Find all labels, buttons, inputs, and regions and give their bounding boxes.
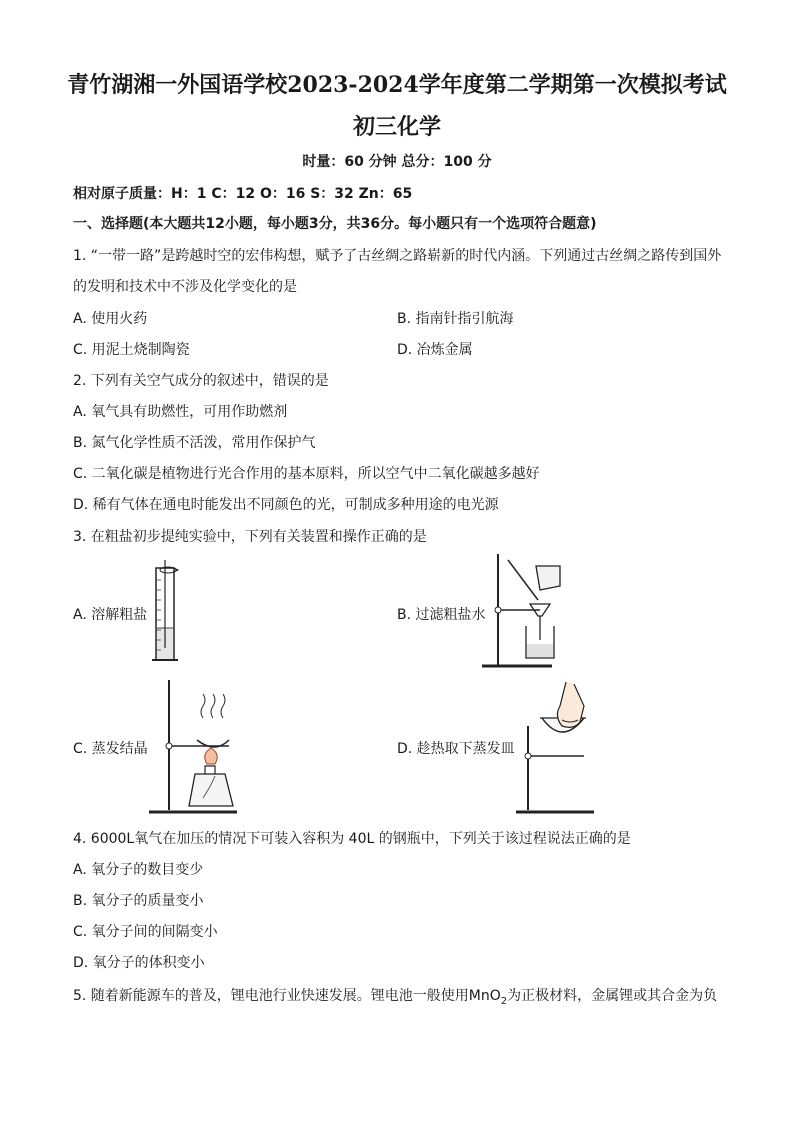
q3-stem: 3. 在粗盐初步提纯实验中，下列有关装置和操作正确的是 xyxy=(73,529,427,545)
atomic-masses: 相对原子质量：H：1 C：12 O：16 S：32 Zn：65 xyxy=(73,186,413,202)
q2-stem: 2. 下列有关空气成分的叙述中，错误的是 xyxy=(73,373,329,389)
q3-option-c: C. 蒸发结晶 xyxy=(73,741,148,757)
exam-title: 青竹湖湘一外国语学校2023-2024学年度第二学期第一次模拟考试 xyxy=(67,72,727,98)
figure-c-evaporation xyxy=(145,676,247,818)
section-heading: 一、选择题(本大题共12小题，每小题3分，共36分。每小题只有一个选项符合题意) xyxy=(73,216,597,232)
q4-option-b: B. 氧分子的质量变小 xyxy=(73,893,204,909)
q5-stem-subscript: 2 xyxy=(500,995,508,1007)
q3-option-d: D. 趁热取下蒸发皿 xyxy=(397,741,515,757)
figure-b-filtration xyxy=(478,552,570,670)
q2-option-b: B. 氮气化学性质不活泼，常用作保护气 xyxy=(73,435,316,451)
q1-option-a: A. 使用火药 xyxy=(73,311,148,327)
q4-option-a: A. 氧分子的数目变少 xyxy=(73,862,204,878)
q5-stem-post: 为正极材料，金属锂或其合金为负 xyxy=(507,988,718,1004)
figure-a-graduated-cylinder xyxy=(148,556,188,668)
q2-option-c: C. 二氧化碳是植物进行光合作用的基本原料，所以空气中二氧化碳越多越好 xyxy=(73,466,540,482)
q3-option-a: A. 溶解粗盐 xyxy=(73,607,148,623)
q4-stem: 4. 6000L氧气在加压的情况下可装入容积为 40L 的钢瓶中，下列关于该过程说法正确的是 xyxy=(73,831,631,847)
q5-stem-pre: 5. 随着新能源车的普及，锂电池行业快速发展。锂电池一般使用MnO xyxy=(73,988,501,1004)
q5-stem xyxy=(73,985,717,1007)
exam-subtitle: 初三化学 xyxy=(352,114,441,140)
q1-stem-line1: 1. “一带一路”是跨越时空的宏伟构想，赋予了古丝绸之路崭新的时代内涵。下列通过古丝绸之路传到国外 xyxy=(73,248,722,264)
q1-stem-line2: 的发明和技术中不涉及化学变化的是 xyxy=(73,279,297,295)
figure-d-hand-remove-dish xyxy=(514,680,606,816)
q2-option-d: D. 稀有气体在通电时能发出不同颜色的光，可制成多种用途的电光源 xyxy=(73,497,499,513)
q2-option-a: A. 氧气具有助燃性，可用作助燃剂 xyxy=(73,404,288,420)
q3-option-b: B. 过滤粗盐水 xyxy=(397,607,486,623)
q4-option-c: C. 氧分子间的间隔变小 xyxy=(73,924,218,940)
q1-option-d: D. 冶炼金属 xyxy=(397,342,473,358)
q1-option-c: C. 用泥土烧制陶瓷 xyxy=(73,342,190,358)
time-score-info: 时量：60 分钟 总分：100 分 xyxy=(302,154,492,170)
q4-option-d: D. 氧分子的体积变小 xyxy=(73,955,205,971)
q1-option-b: B. 指南针指引航海 xyxy=(397,311,514,327)
